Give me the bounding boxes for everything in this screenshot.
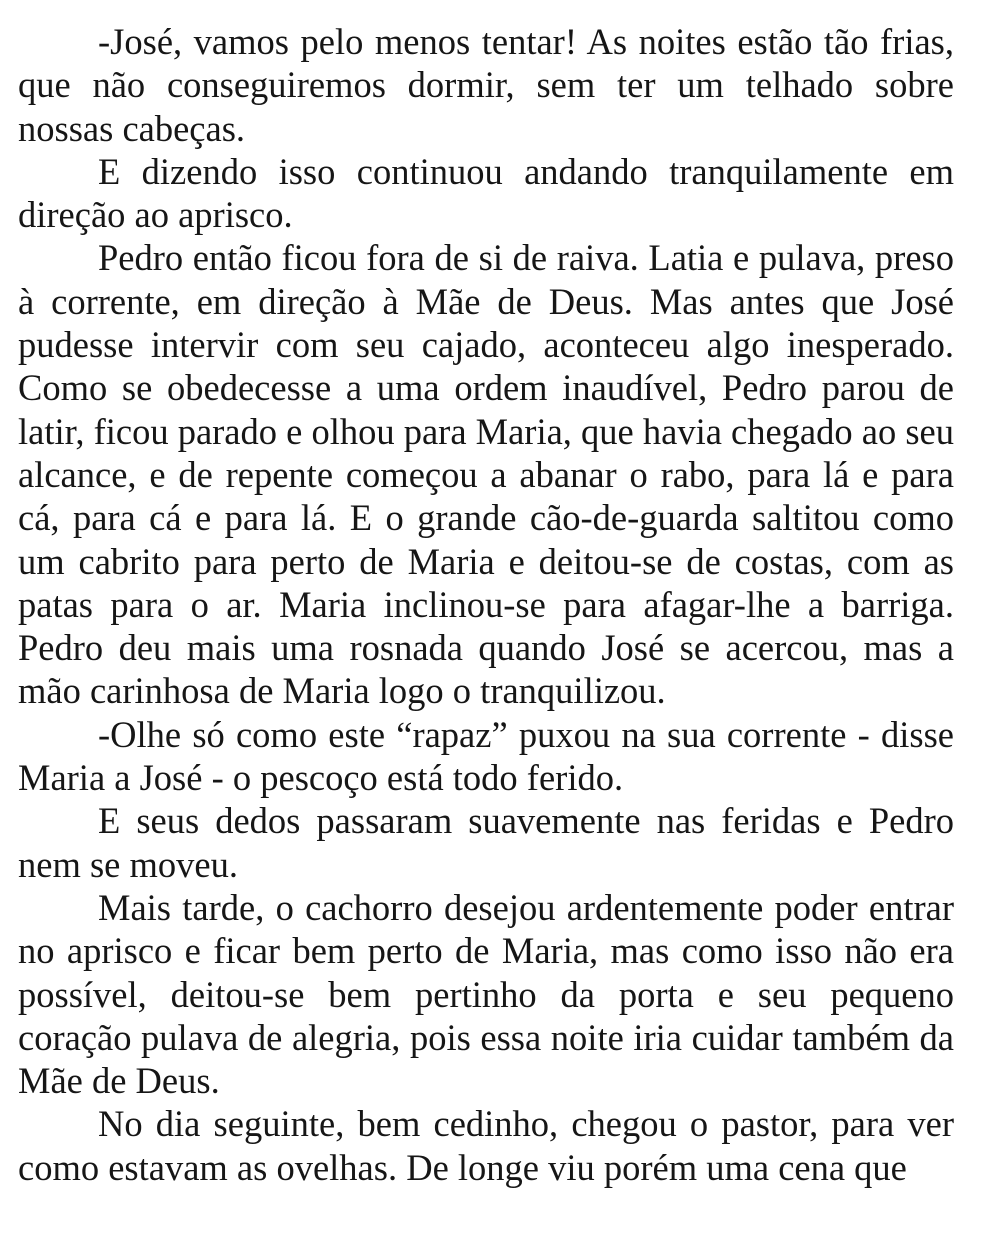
paragraph-7: No dia seguinte, bem cedinho, chegou o pastor, para ver como estavam as ovelhas. De longe viu porém uma cena que xyxy=(18,1103,954,1188)
paragraph-5: E seus dedos passaram suavemente nas feridas e Pedro nem se moveu. xyxy=(18,800,954,885)
paragraph-3: Pedro então ficou fora de si de raiva. Latia e pulava, preso à corrente, em direção à Mãe de Deus. Mas antes que José pudesse intervir com seu cajado, aconteceu algo inesperado. Como se obedecesse a uma ordem inaudível, Pedro parou de latir, ficou parado e olhou para Maria, que havia chegado ao seu alcance, e de repente começou a abanar o rabo, para lá e para cá, para cá e para lá. E o grande cão-de-guarda saltitou como um cabrito para perto de Maria e deitou-se de costas, com as patas para o ar. Maria inclinou-se para afagar-lhe a barriga. Pedro deu mais uma rosnada quando José se acercou, mas a mão carinhosa de Maria logo o tranquilizou. xyxy=(18,237,954,712)
paragraph-6: Mais tarde, o cachorro desejou ardentemente poder entrar no aprisco e ficar bem perto de Maria, mas como isso não era possível, deitou-se bem pertinho da porta e seu pequeno coração pulava de alegria, pois essa noite iria cuidar também da Mãe de Deus. xyxy=(18,886,954,1102)
paragraph-1: -José, vamos pelo menos tentar! As noites estão tão frias, que não conseguiremos dormir, sem ter um telhado sobre nossas cabeças. xyxy=(18,21,954,149)
paragraph-2: E dizendo isso continuou andando tranquilamente em direção ao aprisco. xyxy=(18,150,954,236)
paragraph-4: -Olhe só como este “rapaz” puxou na sua corrente - disse Maria a José - o pescoço está todo ferido. xyxy=(18,713,954,799)
